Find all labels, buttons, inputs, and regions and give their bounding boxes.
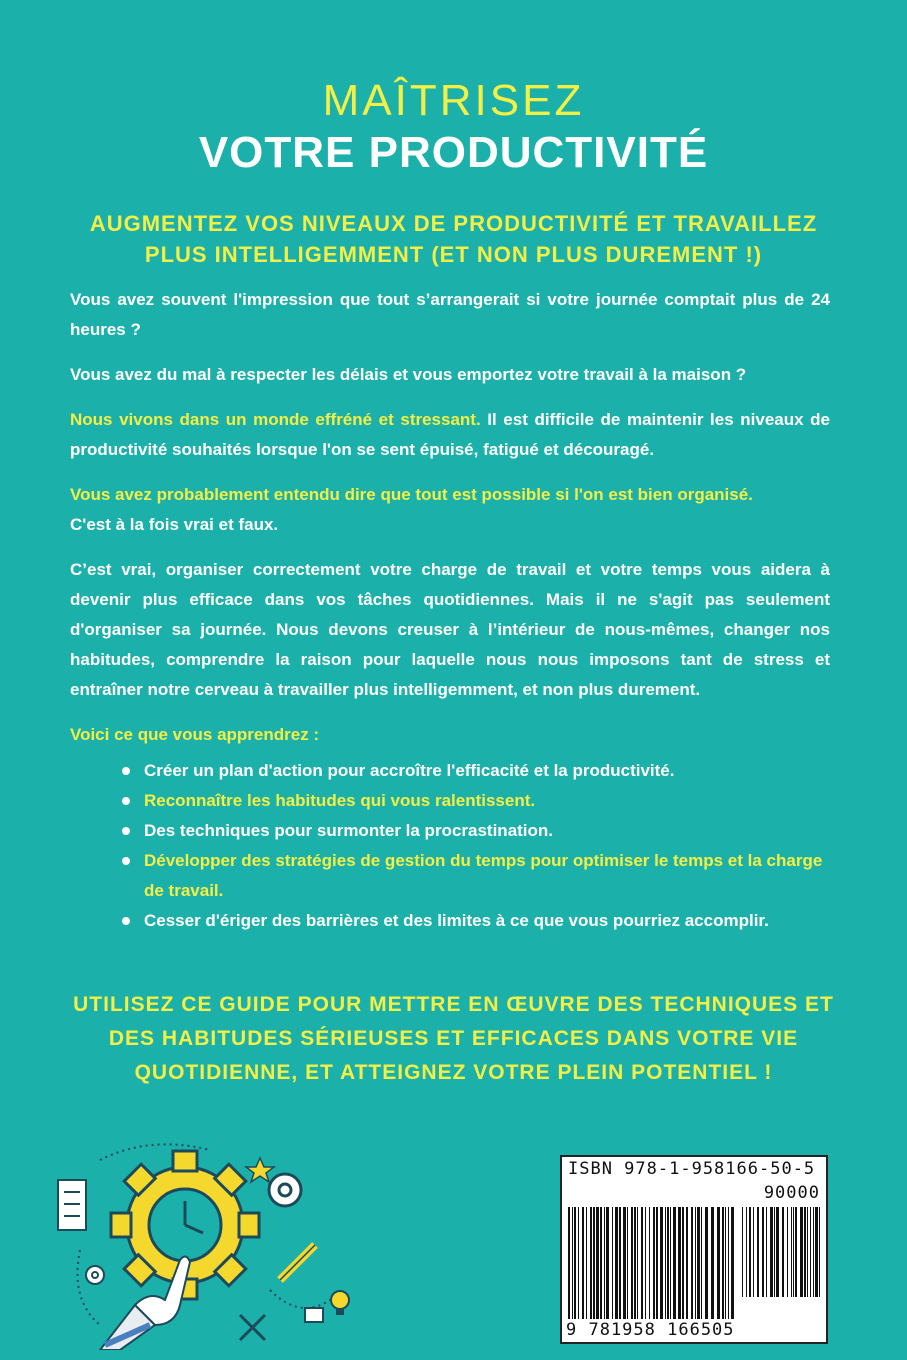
star-icon <box>246 1158 274 1182</box>
paragraph-3 <box>70 405 830 465</box>
price-code: 90000 <box>763 1183 820 1203</box>
feature-item: Cesser d'ériger des barrières et des limites à ce que vous pourriez accomplir. <box>122 906 830 936</box>
feature-item: Développer des stratégies de gestion du temps pour optimiser le temps et la charge de travail. <box>122 846 830 906</box>
title-line-2: VOTRE PRODUCTIVITÉ <box>198 128 709 177</box>
paragraph-1: Vous avez souvent l'impression que tout s’arrangerait si votre journée comptait plus de 24 heures ? <box>70 290 830 339</box>
paragraph-3-rest: Il est difficile de maintenir les niveaux de productivité souhaités lorsque l'on se sent épuisé, fatigué et découragé. <box>70 410 830 459</box>
paragraph-3-highlight: Nous vivons dans un monde effréné et stressant. <box>70 410 481 429</box>
blurb <box>70 285 830 936</box>
learn-heading: Voici ce que vous apprendrez : <box>70 725 320 744</box>
closing-statement: UTILISEZ CE GUIDE POUR METTRE EN ŒUVRE DES TECHNIQUES ET DES HABITUDES SÉRIEUSES ET EFFICACES DANS VOTRE VIE QUOTIDIENNE, ET ATTEIGNEZ VOTRE PLEIN POTENTIEL ! <box>73 993 834 1084</box>
pencil-icon <box>280 1245 315 1280</box>
clipboard-icon <box>58 1180 86 1230</box>
feature-item: Reconnaître les habitudes qui vous ralentissent. <box>122 786 830 816</box>
isbn-number: ISBN 978-1-958166-50-5 <box>568 1159 816 1179</box>
productivity-illustration <box>40 1140 360 1350</box>
barcode <box>560 1155 828 1344</box>
subtitle: AUGMENTEZ VOS NIVEAUX DE PRODUCTIVITÉ ET TRAVAILLEZ PLUS INTELLIGEMMENT (ET NON PLUS DUREMENT !) <box>89 211 818 267</box>
title-line-1: MAÎTRISEZ <box>322 76 585 125</box>
paragraph-4 <box>70 480 830 540</box>
feature-item: Des techniques pour surmonter la procrastination. <box>122 816 830 846</box>
plug-icon <box>305 1308 323 1322</box>
ean-number: 9 781958 166505 <box>566 1320 735 1340</box>
wrench-icon <box>240 1315 265 1340</box>
paragraph-2: Vous avez du mal à respecter les délais et vous emportez votre travail à la maison ? <box>70 365 747 384</box>
barcode-bars <box>564 1207 824 1322</box>
gear-icon <box>269 1174 301 1206</box>
paragraph-5: C’est vrai, organiser correctement votre charge de travail et votre temps vous aidera à devenir plus efficace dans vos tâches quotidiennes. Mais il ne s'agit pas seulement d'organiser sa journée. Nous devons creuser à l’intérieur de nous-mêmes, changer nos habitudes, comprendre la raison pour laquelle nous nous imposons tant de stress et entraîner notre cerveau à travailler plus intelligemment, et non plus durement. <box>70 560 830 699</box>
paragraph-4-rest: C'est à la fois vrai et faux. <box>70 515 279 534</box>
paragraph-4-highlight: Vous avez probablement entendu dire que tout est possible si l'on est bien organisé. <box>70 485 753 504</box>
gear-icon <box>86 1266 104 1284</box>
lightbulb-icon <box>331 1291 349 1315</box>
feature-list <box>70 756 830 936</box>
feature-item: Créer un plan d'action pour accroître l'efficacité et la productivité. <box>122 756 830 786</box>
